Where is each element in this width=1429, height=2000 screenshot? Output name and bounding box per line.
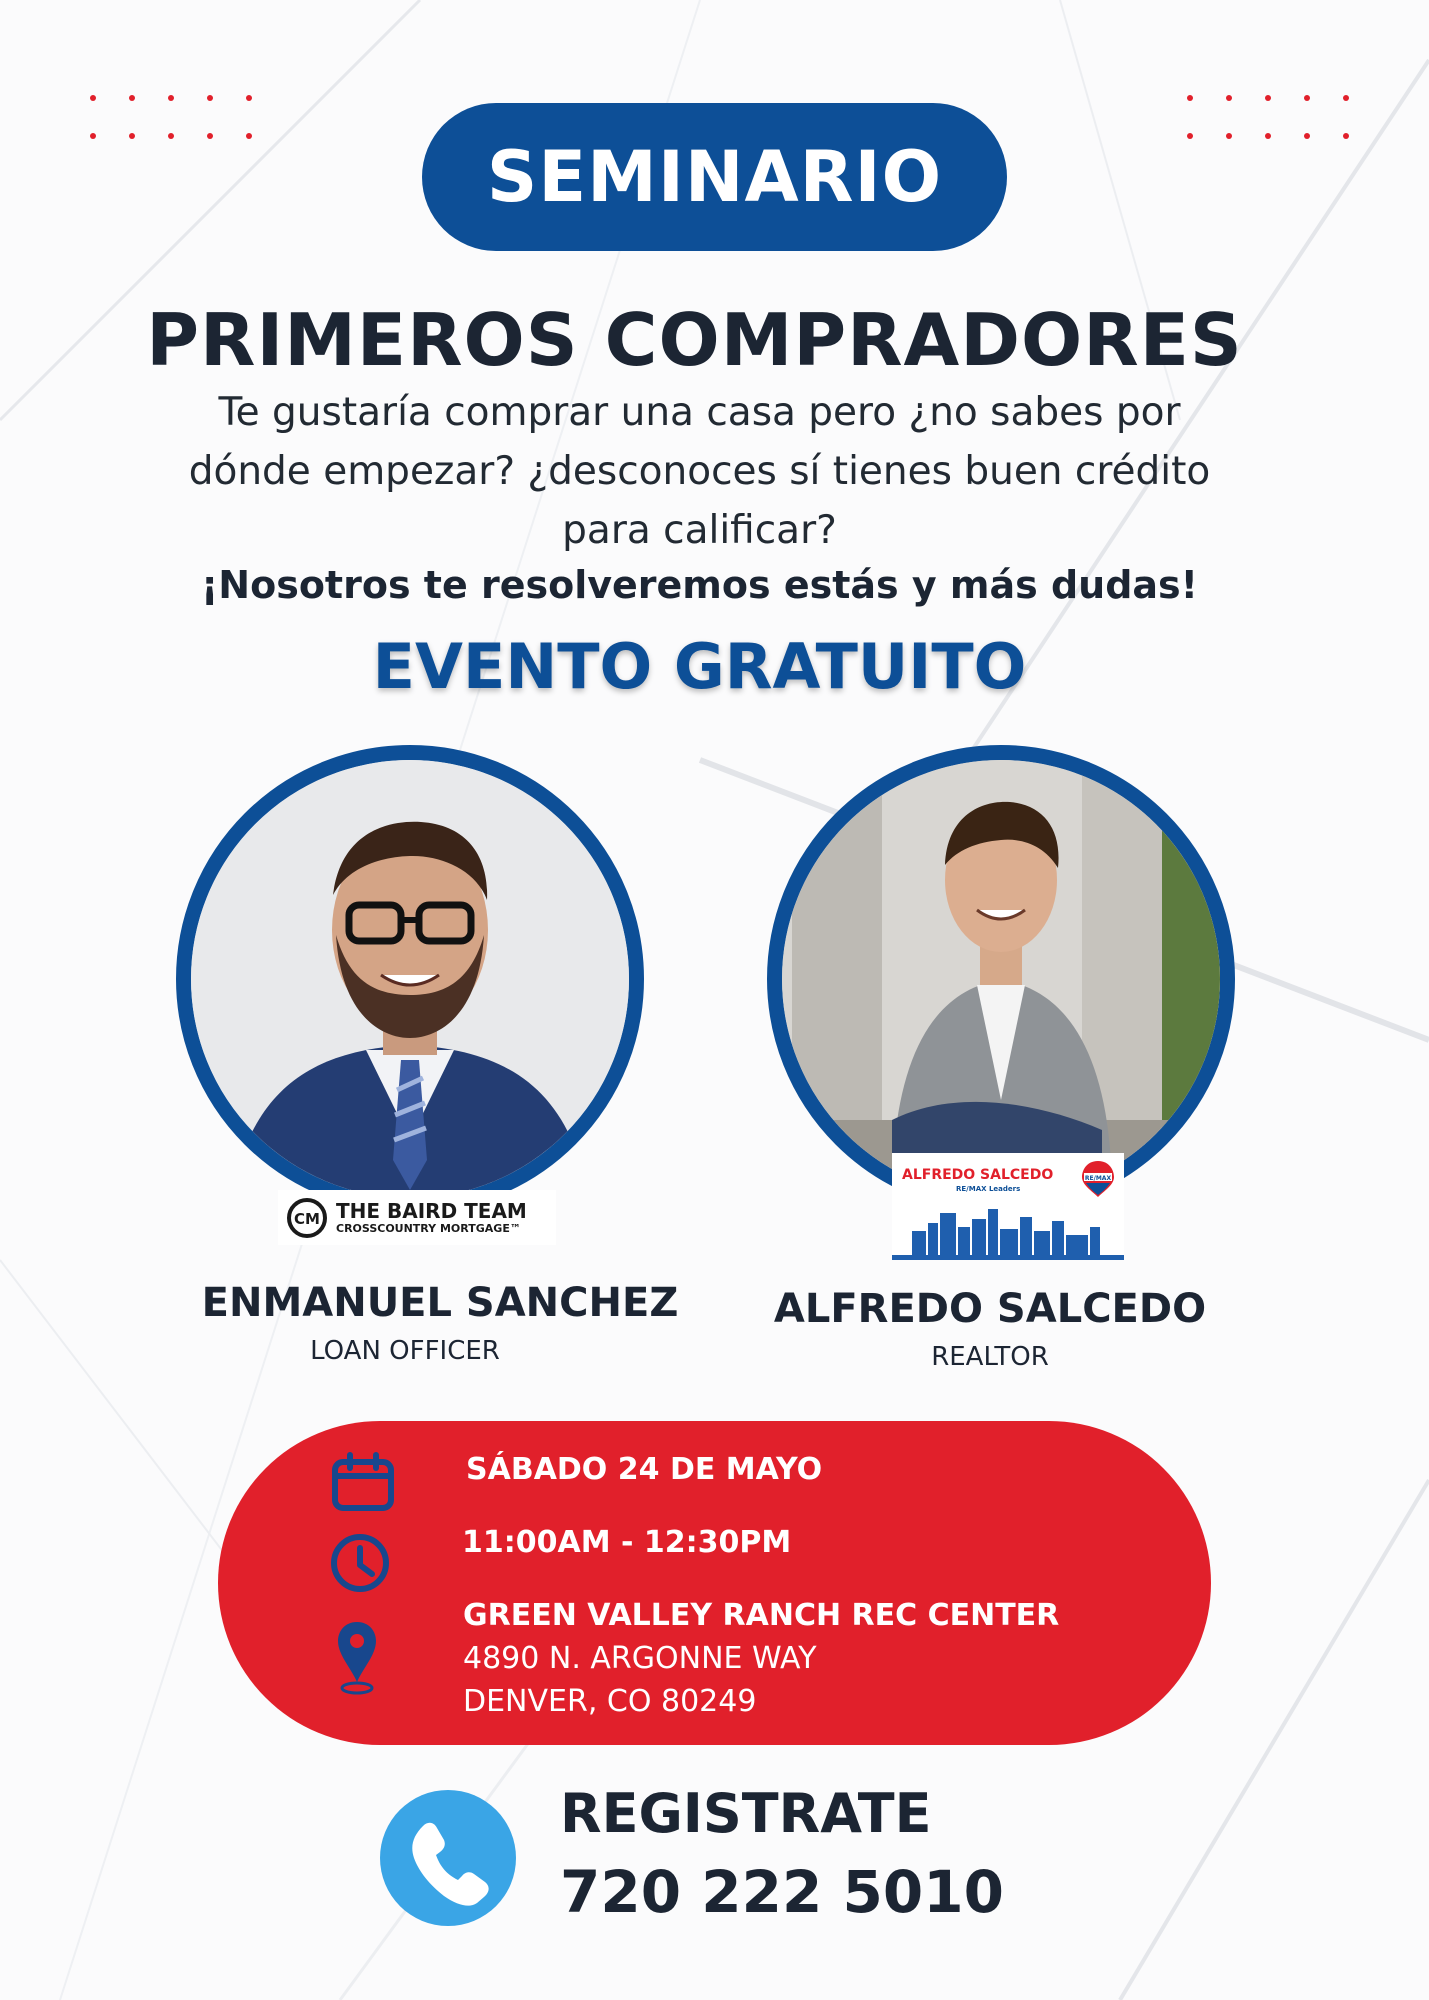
location-pin-icon — [336, 1620, 378, 1696]
emphasis-line: ¡Nosotros te resolveremos estás y más dudas! — [200, 563, 1199, 607]
phone-icon[interactable] — [378, 1788, 518, 1928]
speaker-photo-enmanuel — [176, 745, 644, 1213]
event-address-line1: 4890 N. ARGONNE WAY — [463, 1641, 817, 1676]
event-venue: GREEN VALLEY RANCH REC CENTER — [463, 1598, 1060, 1633]
seminario-label: SEMINARIO — [486, 136, 943, 218]
portrait-illustration — [191, 760, 629, 1198]
main-title: PRIMEROS COMPRADORES — [146, 298, 1243, 382]
seminario-badge — [422, 103, 1007, 251]
event-time: 11:00AM - 12:30PM — [462, 1525, 792, 1560]
clock-icon — [329, 1532, 391, 1594]
baird-team-subtitle: CROSSCOUNTRY MORTGAGE™ — [336, 1221, 521, 1235]
event-free-label: EVENTO GRATUITO — [372, 630, 1027, 703]
speaker-name-enmanuel: ENMANUEL SANCHEZ — [201, 1280, 679, 1326]
speaker-name-alfredo: ALFREDO SALCEDO — [773, 1286, 1207, 1332]
intro-line: dónde empezar? ¿desconoces sí tienes buen crédito — [188, 449, 1211, 494]
speaker-role-alfredo: REALTOR — [931, 1342, 1049, 1372]
event-address-line2: DENVER, CO 80249 — [463, 1684, 757, 1719]
remax-logo — [892, 1153, 1124, 1260]
crosscountry-mark-icon — [286, 1197, 328, 1239]
phone-number[interactable]: 720 222 5010 — [560, 1858, 1004, 1926]
balloon-icon — [1080, 1159, 1116, 1199]
baird-team-logo — [278, 1190, 556, 1245]
portrait-illustration — [782, 760, 1220, 1198]
remax-agent-name: ALFREDO SALCEDO — [902, 1167, 1054, 1183]
event-date: SÁBADO 24 DE MAYO — [466, 1452, 823, 1487]
dot-grid-left — [86, 90, 266, 150]
baird-team-title: THE BAIRD TEAM — [336, 1198, 527, 1223]
intro-line: Te gustaría comprar una casa pero ¿no sabes por — [218, 390, 1181, 435]
calendar-icon — [330, 1452, 396, 1512]
svg-text:RE/MAX: RE/MAX — [1084, 1175, 1112, 1182]
speaker-role-enmanuel: LOAN OFFICER — [310, 1336, 500, 1366]
intro-line: para calificar? — [562, 508, 837, 553]
remax-office: RE/MAX Leaders — [956, 1185, 1021, 1193]
intro-paragraph — [0, 383, 1414, 560]
register-label: REGISTRATE — [560, 1782, 932, 1845]
city-skyline-icon — [892, 1201, 1124, 1260]
dot-grid-right — [1183, 90, 1363, 150]
speaker-photo-alfredo — [767, 745, 1235, 1213]
svg-text:CM: CM — [294, 1209, 320, 1228]
